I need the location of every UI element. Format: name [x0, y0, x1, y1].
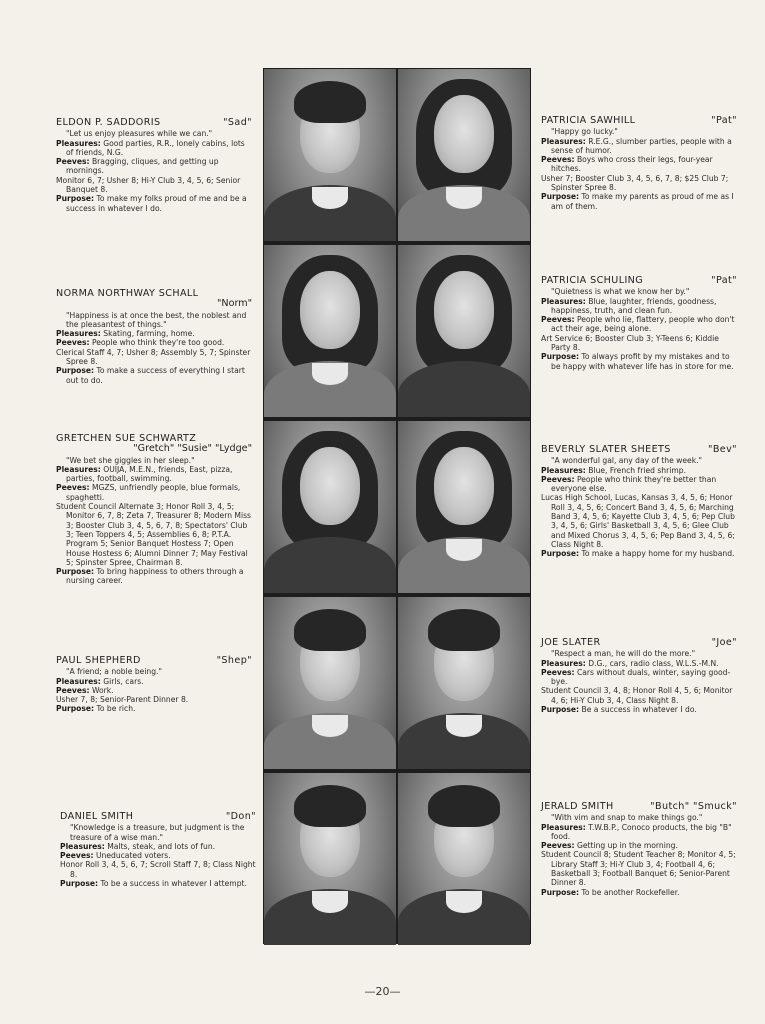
student-quote: "We bet she giggles in her sleep." — [66, 455, 195, 465]
senior-entry — [541, 276, 737, 371]
activities-text: Art Service 6; Booster Club 3; Y-Teens 6; Kiddie Party 8. — [541, 333, 719, 353]
student-name: JERALD SMITH — [541, 801, 614, 812]
peeves-label: Peeves: — [56, 338, 90, 348]
pleasures-label: Pleasures: — [541, 822, 586, 832]
senior-entry — [541, 802, 737, 897]
student-name: NORMA NORTHWAY SCHALL — [56, 288, 199, 299]
portrait-joe-slater — [398, 597, 530, 769]
portrait-patricia-schuling — [398, 245, 530, 417]
peeves-text: Cars without duals, winter, saying good-bye. — [551, 667, 731, 687]
purpose-text: Be a success in whatever I do. — [581, 705, 697, 715]
page-number: —20— — [364, 985, 401, 998]
purpose-text: To be a success in whatever I attempt. — [100, 879, 247, 889]
purpose-text: To be rich. — [96, 704, 136, 714]
pleasures-label: Pleasures: — [56, 676, 101, 686]
activities-text: Student Council Alternate 3; Honor Roll 3, 4, 5; Monitor 6, 7, 8; Zeta 7, Treasurer 8; Modern Miss 3; Booster Club 3, 4, 5, 6, 7, 8; Spectators' Club 3; Teen Toppers 4, 5; Assemblies 6, 8; P.T.A. Program 5; Senior Banquet Hostess 7; Open House Hostess 6; Alumni Dinner 7; May Festival 5; Spinster Spree, Chairman 8. — [56, 502, 251, 567]
portrait-jerald-smith — [398, 773, 530, 945]
peeves-text: Uneducated voters. — [95, 851, 171, 861]
peeves-text: People who lie, flattery, people who don't act their age, being alone. — [551, 315, 735, 334]
peeves-text: MGZS, unfriendly people, blue formals, spaghetti. — [66, 483, 241, 502]
portrait-daniel-smith — [264, 773, 396, 945]
pleasures-label: Pleasures: — [541, 658, 586, 668]
purpose-label: Purpose: — [541, 705, 580, 715]
purpose-text: To make a success of everything I start out to do. — [66, 366, 245, 385]
pleasures-label: Pleasures: — [56, 329, 101, 339]
activities-text: Usher 7; Booster Club 3, 4, 5, 6, 7, 8; $25 Club 7; Spinster Spree 8. — [541, 173, 729, 193]
peeves-text: Work. — [91, 685, 114, 695]
purpose-text: To make my folks proud of me and be a success in whatever I do. — [66, 194, 247, 213]
portrait-patricia-sawhill — [398, 69, 530, 241]
purpose-label: Purpose: — [56, 366, 95, 376]
student-quote: "Happy go lucky." — [551, 127, 618, 137]
student-name: PAUL SHEPHERD — [56, 655, 141, 666]
student-nickname: "Sad" — [223, 117, 252, 128]
peeves-label: Peeves: — [56, 157, 90, 167]
student-quote: "Let us enjoy pleasures while we can." — [66, 129, 213, 139]
peeves-label: Peeves: — [541, 841, 575, 851]
purpose-label: Purpose: — [56, 194, 95, 204]
student-nickname: "Shep" — [216, 655, 252, 666]
student-name: PATRICIA SCHULING — [541, 275, 644, 286]
portrait-paul-shepherd — [264, 597, 396, 769]
purpose-text: To be another Rockefeller. — [581, 887, 680, 897]
purpose-text: To make my parents as proud of me as I am of them. — [551, 192, 734, 211]
pleasures-text: D.G., cars, radio class, W.L.S.-M.N. — [588, 658, 719, 668]
pleasures-text: Blue, laughter, friends, goodness, happiness, truth, and clean fun. — [551, 296, 717, 315]
peeves-label: Peeves: — [56, 685, 90, 695]
student-name: BEVERLY SLATER SHEETS — [541, 444, 671, 455]
activities-text: Usher 7, 8; Senior-Parent Dinner 8. — [56, 695, 189, 705]
pleasures-label: Pleasures: — [541, 465, 586, 475]
purpose-label: Purpose: — [541, 192, 580, 202]
senior-entry — [56, 289, 252, 385]
purpose-text: To always profit by my mistakes and to be happy with whatever life has in store for me. — [551, 352, 734, 371]
pleasures-text: T.W.B.P., Conoco products, the big "B" food. — [551, 822, 732, 841]
activities-text: Honor Roll 3, 4, 5, 6, 7; Scroll Staff 7, 8; Class Night 8. — [60, 860, 256, 879]
senior-entry — [541, 445, 737, 559]
pleasures-text: OUIJA, M.E.N., friends, East, pizza, parties, football, swimming. — [66, 464, 233, 484]
peeves-text: Boys who cross their legs, four-year hitches. — [551, 155, 713, 174]
student-quote: "Knowledge is a treasure, but judgment is the treasure of a wise man." — [70, 823, 245, 842]
activities-text: Lucas High School, Lucas, Kansas 3, 4, 5, 6; Honor Roll 3, 4, 5, 6; Concert Band 3, 4, 5, 6; Marching Band 3, 4, 5, 6; Kayette Club 3, 4, 5, 6; Pep Club 3, 4, 5, 6; Girls' Basketball 3, 4, 5, 6; Glee Club and Mixed Chorus 3, 4, 5, 6; Pep Band 3, 4, 5, 6; Class Night 8. — [541, 493, 735, 549]
student-nickname: "Bev" — [708, 444, 737, 455]
portrait-beverly-sheets — [398, 421, 530, 593]
peeves-text: People who think they're too good. — [91, 338, 225, 348]
student-nickname: "Butch" "Smuck" — [650, 801, 737, 812]
activities-text: Student Council 3, 4, 8; Honor Roll 4, 5, 6; Monitor 4, 6; Hi-Y Club 3, 4, Class Night 8. — [541, 686, 733, 705]
purpose-label: Purpose: — [56, 704, 95, 714]
student-nickname: "Gretch" "Susie" "Lydge" — [133, 443, 252, 455]
student-nickname: "Joe" — [711, 637, 737, 648]
purpose-label: Purpose: — [56, 567, 95, 577]
student-quote: "Respect a man, he will do the more." — [551, 649, 696, 659]
peeves-label: Peeves: — [56, 483, 90, 493]
portrait-eldon-saddoris — [264, 69, 396, 241]
activities-text: Clerical Staff 4, 7; Usher 8; Assembly 5, 7; Spinster Spree 8. — [56, 347, 251, 367]
student-nickname: "Pat" — [711, 275, 737, 286]
student-quote: "With vim and snap to make things go." — [551, 813, 703, 823]
peeves-label: Peeves: — [541, 315, 575, 325]
pleasures-label: Pleasures: — [56, 464, 101, 474]
pleasures-text: Malts, steak, and lots of fun. — [107, 841, 216, 851]
peeves-label: Peeves: — [541, 155, 575, 165]
student-quote: "A friend; a noble being." — [66, 667, 162, 677]
portrait-grid — [263, 68, 531, 944]
purpose-text: To make a happy home for my husband. — [581, 549, 735, 559]
student-quote: "A wonderful gal, any day of the week." — [551, 456, 703, 466]
portrait-norma-schall — [264, 245, 396, 417]
student-quote: "Happiness is at once the best, the noblest and the pleasantest of things." — [66, 310, 247, 329]
pleasures-label: Pleasures: — [56, 138, 101, 148]
student-quote: "Quietness is what we know her by." — [551, 287, 690, 297]
pleasures-text: Skating, farming, home. — [103, 329, 195, 339]
purpose-label: Purpose: — [60, 879, 99, 889]
student-nickname: "Don" — [225, 811, 256, 822]
purpose-label: Purpose: — [541, 352, 580, 362]
student-name: GRETCHEN SUE SCHWARTZ — [56, 433, 197, 444]
student-name: ELDON P. SADDORIS — [56, 117, 161, 128]
activities-text: Monitor 6, 7; Usher 8; Hi-Y Club 3, 4, 5, 6; Senior Banquet 8. — [56, 175, 241, 195]
pleasures-label: Pleasures: — [60, 841, 105, 851]
activities-text: Student Council 8; Student Teacher 8; Monitor 4, 5; Library Staff 3; Hi-Y Club 3, 4; Football 4, 6; Basketball 3; Football Banquet 6; Senior-Parent Dinner 8. — [541, 850, 736, 888]
peeves-text: Getting up in the morning. — [576, 841, 678, 851]
pleasures-text: Good parties, R.R., lonely cabins, lots of friends, N.G. — [66, 138, 245, 157]
student-name: JOE SLATER — [541, 637, 601, 648]
pleasures-label: Pleasures: — [541, 136, 586, 146]
peeves-label: Peeves: — [541, 667, 575, 677]
purpose-text: To bring happiness to others through a nursing career. — [66, 567, 244, 586]
purpose-label: Purpose: — [541, 549, 580, 559]
student-name: PATRICIA SAWHILL — [541, 115, 636, 126]
senior-entry — [541, 116, 737, 211]
pleasures-text: Blue, French fried shrimp. — [588, 465, 686, 475]
senior-entry — [56, 434, 252, 586]
student-name: DANIEL SMITH — [60, 811, 134, 822]
purpose-label: Purpose: — [541, 887, 580, 897]
portrait-gretchen-schwartz — [264, 421, 396, 593]
pleasures-label: Pleasures: — [541, 296, 586, 306]
student-nickname: "Norm" — [217, 298, 252, 310]
peeves-text: People who think they're better than everyone else. — [551, 474, 717, 494]
student-nickname: "Pat" — [711, 115, 737, 126]
senior-entry — [60, 812, 256, 888]
senior-entry — [541, 638, 737, 714]
senior-entry — [56, 118, 252, 213]
senior-entry — [56, 656, 252, 714]
peeves-label: Peeves: — [541, 474, 575, 484]
peeves-text: Bragging, cliques, and getting up mornings. — [66, 157, 219, 176]
pleasures-text: Girls, cars. — [103, 676, 144, 686]
peeves-label: Peeves: — [60, 851, 94, 861]
pleasures-text: R.E.G., slumber parties, people with a sense of humor. — [551, 136, 732, 155]
